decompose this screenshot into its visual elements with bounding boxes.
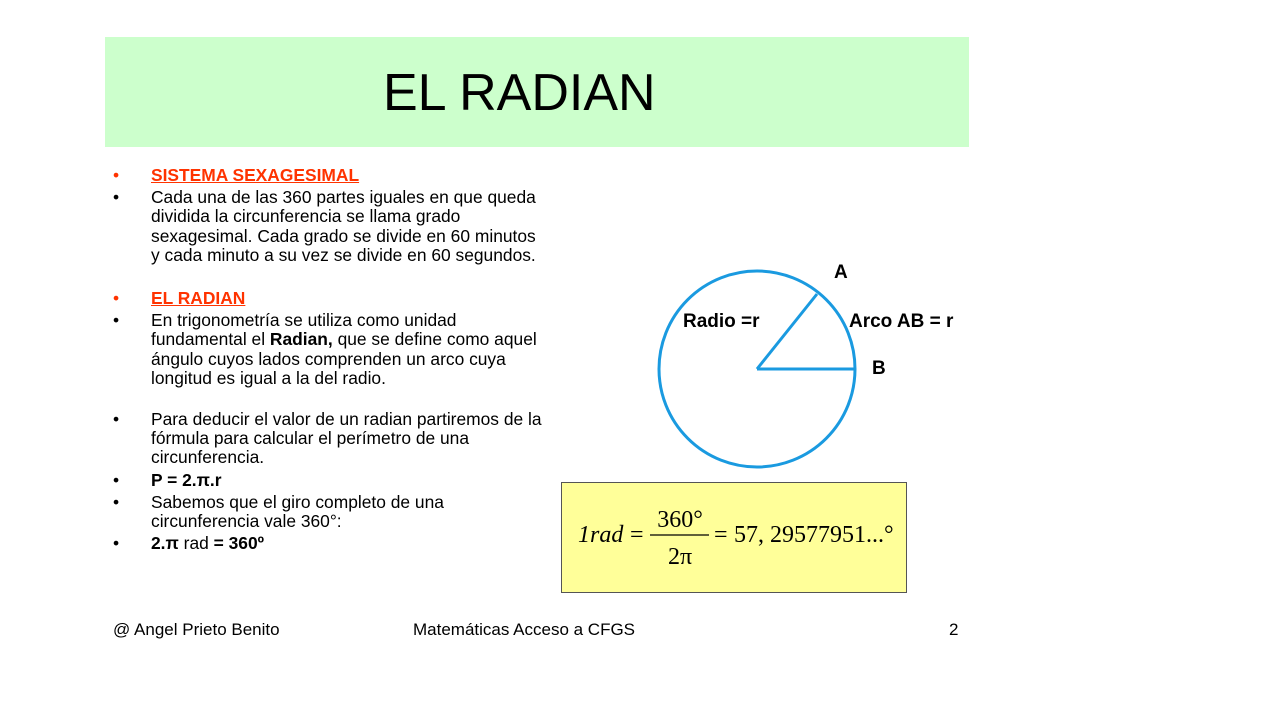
bullet-heading-radian: EL RADIAN — [151, 288, 246, 309]
bullet-heading-sexagesimal: SISTEMA SEXAGESIMAL — [151, 165, 360, 185]
bullet-item — [113, 166, 543, 185]
bullet-item — [113, 188, 543, 265]
bullet-marker: • — [113, 187, 120, 208]
bullet-marker: • — [113, 310, 120, 331]
bullet-marker: • — [113, 288, 120, 309]
bullet-item — [113, 311, 543, 388]
equivalence-rad: rad — [178, 533, 214, 554]
bullet-text-radian-definition — [151, 310, 537, 388]
bullet-marker: • — [113, 165, 120, 185]
arc-label: Arco AB = r — [849, 311, 954, 332]
bullet-marker: • — [113, 491, 120, 512]
circle-figure — [640, 250, 1000, 480]
footer-page-number: 2 — [949, 620, 959, 639]
formula-equals-2: = — [714, 522, 728, 548]
bullet-item — [113, 534, 543, 553]
bullet-item — [113, 471, 543, 490]
formula-equals-1: = — [630, 522, 644, 548]
point-a-label: A — [834, 262, 848, 283]
bullet-text-deduce: Para deducir el valor de un radian partiremos de la fórmula para calcular el perímetro de una circunferencia. — [151, 409, 542, 468]
formula-result: 57, 29577951...° — [734, 522, 894, 548]
bullet-item — [113, 289, 543, 308]
definition-text-start: En trigonometría se utiliza como unidad fundamental el — [151, 310, 457, 350]
bullet-text-equivalence — [151, 533, 264, 553]
definition-text-end: que se define como aquel ángulo cuyos lados comprenden un arco cuya longitud es igual a la del radio. — [151, 329, 537, 388]
equivalence-bold-a: 2.π — [151, 533, 179, 554]
formula-numerator: 360° — [657, 507, 703, 533]
formula-graphic — [562, 483, 906, 592]
bullet-item — [113, 410, 543, 468]
equivalence-bold-b: = 360º — [213, 533, 264, 554]
bullet-marker: • — [113, 533, 120, 554]
bullet-marker: • — [113, 469, 120, 490]
bullet-item — [113, 493, 543, 531]
bullet-text-sexagesimal: Cada una de las 360 partes iguales en que queda dividida la circunferencia se llama grado sexagesimal. Cada grado se divide en 60 minutos y cada minuto a su vez se divide en 60 segundos. — [151, 187, 536, 265]
bullet-text-full-turn: Sabemos que el giro completo de una circunferencia vale 360°: — [151, 491, 444, 532]
formula-lhs: 1rad — [578, 522, 624, 548]
radian-formula-box — [561, 482, 907, 593]
footer-author: @ Angel Prieto Benito — [113, 620, 280, 639]
bullet-list — [113, 166, 543, 553]
slide-title: EL RADIAN — [383, 64, 656, 122]
bullet-marker: • — [113, 409, 120, 430]
bullet-text-perimeter-formula: P = 2.π.r — [151, 469, 222, 490]
radian-diagram — [640, 250, 1000, 485]
point-b-label: B — [872, 358, 886, 379]
definition-bold-term: Radian, — [269, 329, 333, 350]
radius-label: Radio =r — [683, 311, 760, 332]
formula-denominator: 2π — [667, 544, 693, 570]
radius-to-a — [757, 294, 817, 369]
footer-course: Matemáticas Acceso a CFGS — [413, 620, 636, 639]
